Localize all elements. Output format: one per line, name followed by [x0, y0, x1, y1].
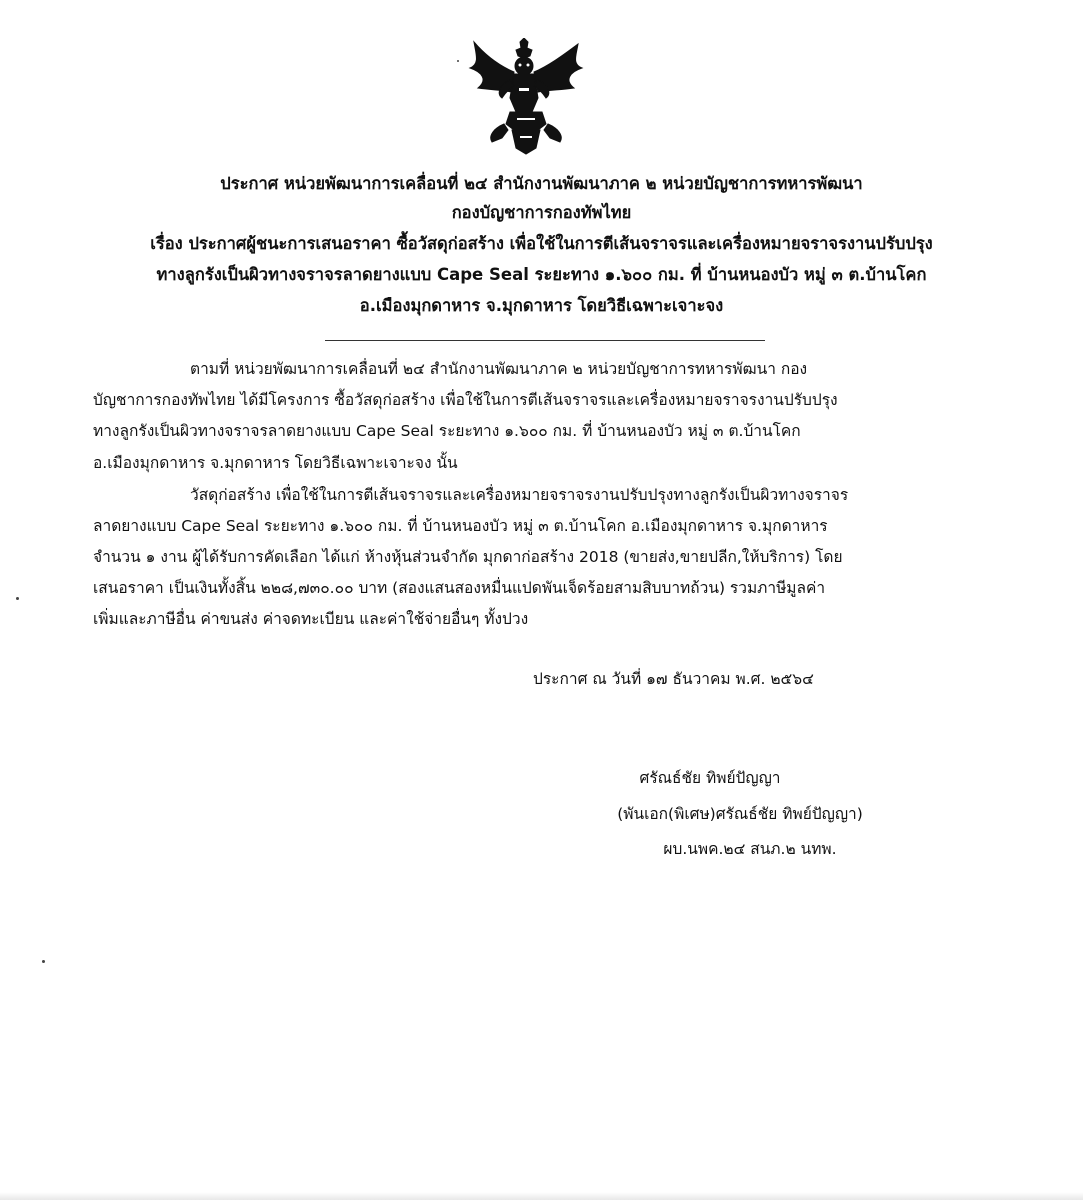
- paragraph-1-line-1: ตามที่ หน่วยพัฒนาการเคลื่อนที่ ๒๔ สำนักงานพัฒนาภาค ๒ หน่วยบัญชาการทหารพัฒนา กอง: [190, 360, 808, 378]
- paragraph-2-line-4: เสนอราคา เป็นเงินทั้งสิ้น ๒๒๘,๗๓๐.๐๐ บาท (สองแสนสองหมื่นแปดพันเจ็ดร้อยสามสิบบาทถ้วน) รวมภาษีมูลค่า: [93, 579, 826, 597]
- heading-divider: [325, 340, 765, 341]
- signatory-full-name: (พันเอก(พิเศษ)ศรัณธ์ชัย ทิพย์ปัญญา): [617, 805, 863, 823]
- scan-speck: [457, 60, 459, 62]
- paragraph-2-line-1: วัสดุก่อสร้าง เพื่อใช้ในการตีเส้นจราจรและเครื่องหมายจราจรงานปรับปรุงทางลูกรังเป็นผิวทางจราจร: [190, 486, 849, 504]
- scan-speck: [42, 960, 45, 963]
- paragraph-1-line-2: บัญชาการกองทัพไทย ได้มีโครงการ ซื้อวัสดุก่อสร้าง เพื่อใช้ในการตีเส้นจราจรและเครื่องหมายจราจรงานปรับปรุง: [93, 391, 838, 409]
- garuda-emblem-icon: [462, 38, 592, 156]
- paragraph-2-line-2: ลาดยางแบบ Cape Seal ระยะทาง ๑.๖๐๐ กม. ที่ บ้านหนองบัว หมู่ ๓ ต.บ้านโคก อ.เมืองมุกดาหาร จ.มุกดาหาร: [93, 517, 828, 535]
- signatory-position: ผบ.นพค.๒๔ สนภ.๒ นทพ.: [663, 840, 837, 858]
- paragraph-2-line-5: เพิ่มและภาษีอื่น ค่าขนส่ง ค่าจดทะเบียน และค่าใช้จ่ายอื่นๆ ทั้งปวง: [93, 610, 529, 628]
- announce-date: ประกาศ ณ วันที่ ๑๗ ธันวาคม พ.ศ. ๒๕๖๔: [533, 670, 814, 688]
- signature-name: ศรัณธ์ชัย ทิพย์ปัญญา: [639, 769, 781, 787]
- paragraph-2-line-3: จำนวน ๑ งาน ผู้ได้รับการคัดเลือก ได้แก่ ห้างหุ้นส่วนจำกัด มุกดาก่อสร้าง 2018 (ขายส่ง,ขายปลีก,ให้บริการ) โดย: [93, 548, 843, 566]
- subject-line-2: ทางลูกรังเป็นผิวทางจราจรลาดยางแบบ Cape Seal ระยะทาง ๑.๖๐๐ กม. ที่ บ้านหนองบัว หมู่ ๓ ต.บ้านโคก: [156, 265, 927, 284]
- heading-line-2: กองบัญชาการกองทัพไทย: [451, 203, 632, 222]
- subject-line-1: เรื่อง ประกาศผู้ชนะการเสนอราคา ซื้อวัสดุก่อสร้าง เพื่อใช้ในการตีเส้นจราจรและเครื่องหมายจราจรงานปรับปรุง: [150, 234, 933, 253]
- scan-speck: [16, 597, 19, 600]
- subject-line-3: อ.เมืองมุกดาหาร จ.มุกดาหาร โดยวิธีเฉพาะเจาะจง: [359, 296, 724, 315]
- scan-bottom-edge: [0, 1192, 1083, 1200]
- paragraph-1-line-4: อ.เมืองมุกดาหาร จ.มุกดาหาร โดยวิธีเฉพาะเจาะจง นั้น: [93, 454, 458, 472]
- heading-line-1: ประกาศ หน่วยพัฒนาการเคลื่อนที่ ๒๔ สำนักงานพัฒนาภาค ๒ หน่วยบัญชาการทหารพัฒนา: [220, 174, 863, 193]
- paragraph-1-line-3: ทางลูกรังเป็นผิวทางจราจรลาดยางแบบ Cape Seal ระยะทาง ๑.๖๐๐ กม. ที่ บ้านหนองบัว หมู่ ๓ ต.บ้านโคก: [93, 422, 801, 440]
